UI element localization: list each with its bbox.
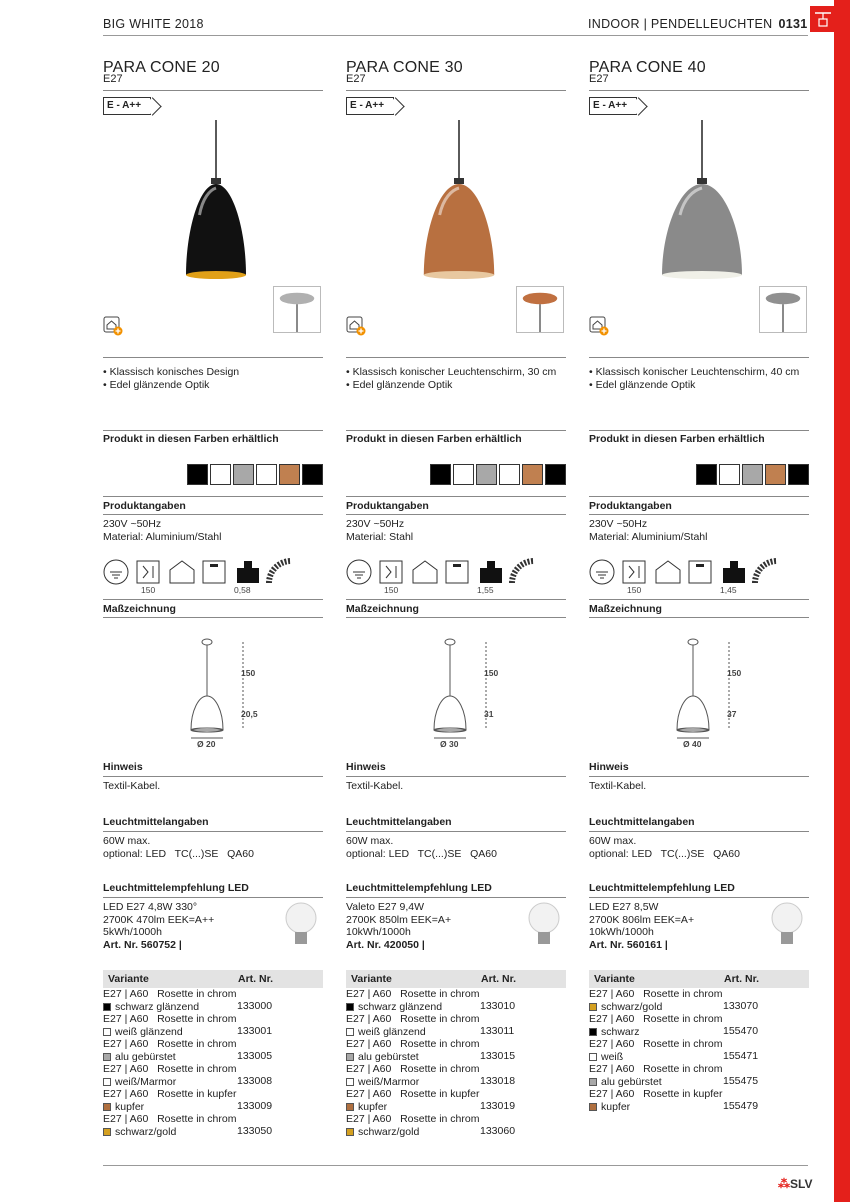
variant-spec: E27 | A60 Rosette in chrom — [103, 1013, 237, 1025]
color-swatch[interactable] — [233, 464, 254, 485]
icon-value-weight: 0,58 — [234, 585, 251, 595]
finish-swatch — [589, 1053, 597, 1061]
led-heading: Leuchtmittelempfehlung LED — [103, 882, 249, 894]
section-divider — [103, 776, 323, 777]
variant-finish-label: weiß — [601, 1050, 624, 1063]
section-divider — [589, 599, 809, 600]
finish-swatch — [346, 1028, 354, 1036]
product-column — [589, 0, 809, 1202]
section-divider — [346, 599, 566, 600]
section-divider — [103, 599, 323, 600]
led-line: 10kWh/1000h — [589, 926, 654, 938]
finish-swatch — [103, 1103, 111, 1111]
variant-row[interactable] — [346, 1063, 566, 1088]
bulb-icon — [767, 900, 807, 950]
variant-row[interactable] — [103, 988, 323, 1013]
led-line: 2700K 470lm EEK=A++ — [103, 913, 215, 926]
variant-row[interactable] — [103, 1088, 323, 1113]
spec-heading: Produktangaben — [346, 500, 429, 512]
variant-row[interactable] — [346, 1088, 566, 1113]
variant-finish-label: weiß/Marmor — [115, 1075, 177, 1088]
article-number: 155470 — [723, 1025, 759, 1037]
variant-table-header — [346, 970, 566, 988]
variant-spec: E27 | A60 Rosette in chrom — [103, 1113, 237, 1125]
led-text — [103, 901, 214, 951]
variant-finish-label: schwarz — [601, 1025, 640, 1038]
variant-finish — [103, 1101, 323, 1114]
variant-table-header — [589, 970, 809, 988]
product-socket: E27 — [103, 73, 123, 85]
variant-finish — [346, 1001, 566, 1014]
energy-label: E - A++ — [103, 97, 151, 115]
page-number: 0131 — [778, 17, 808, 31]
section-divider — [346, 831, 566, 832]
ceiling-mount-icon — [103, 316, 123, 336]
dimension-height: 20,5 — [241, 709, 258, 719]
color-swatch[interactable] — [430, 464, 451, 485]
variant-spec: E27 | A60 Rosette in chrom — [346, 1113, 480, 1125]
variant-table — [589, 970, 809, 1113]
variant-row[interactable] — [346, 1113, 566, 1138]
color-swatch[interactable] — [719, 464, 740, 485]
section-divider — [346, 897, 566, 898]
variant-spec: E27 | A60 Rosette in chrom — [103, 988, 237, 1000]
article-number: 133019 — [480, 1100, 516, 1112]
icon-value-height: 150 — [141, 585, 156, 595]
lamp-line: optional: LED TC(...)SE QA60 — [103, 847, 254, 860]
spec-icons — [103, 558, 303, 586]
ceiling-mount-icon — [589, 316, 609, 336]
variant-finish-label: schwarz/gold — [358, 1125, 420, 1138]
led-line: 2700K 806lm EEK=A+ — [589, 913, 695, 926]
dimension-height: 37 — [727, 709, 737, 719]
variant-header-label: Variante — [351, 973, 392, 985]
variant-finish-label: schwarz/gold — [601, 1000, 663, 1013]
note-heading: Hinweis — [589, 761, 629, 773]
footer-divider — [103, 1165, 808, 1166]
icon-value-weight: 1,55 — [477, 585, 494, 595]
bulb-icon — [281, 900, 321, 950]
feature-item: • Edel glänzende Optik — [589, 379, 696, 391]
spec-line: Material: Stahl — [346, 530, 414, 543]
article-header-label: Art. Nr. — [238, 973, 274, 985]
section-divider — [589, 430, 809, 431]
color-swatch[interactable] — [545, 464, 566, 485]
variant-table — [103, 970, 323, 1138]
led-heading: Leuchtmittelempfehlung LED — [346, 882, 492, 894]
variant-finish — [346, 1051, 566, 1064]
article-header-label: Art. Nr. — [481, 973, 517, 985]
variant-finish-label: alu gebürstet — [358, 1050, 419, 1063]
variant-spec: E27 | A60 Rosette in kupfer — [589, 1088, 723, 1100]
feature-list — [589, 366, 799, 392]
finish-swatch — [103, 1128, 111, 1136]
lamp-text — [589, 835, 740, 860]
variant-spec: E27 | A60 Rosette in chrom — [103, 1063, 237, 1075]
variant-spec: E27 | A60 Rosette in chrom — [589, 1063, 723, 1075]
variant-spec: E27 | A60 Rosette in chrom — [346, 1013, 480, 1025]
product-photo — [414, 120, 504, 280]
variant-finish — [103, 1076, 323, 1089]
variant-finish-label: schwarz/gold — [115, 1125, 177, 1138]
lamp-heading: Leuchtmittelangaben — [589, 816, 695, 828]
section-divider — [103, 357, 323, 358]
dimension-drawing — [189, 636, 269, 750]
spec-text — [346, 518, 413, 543]
brand-name: SLV — [790, 1177, 813, 1191]
section-divider — [589, 514, 809, 515]
finish-swatch — [589, 1003, 597, 1011]
article-number: 133011 — [480, 1025, 515, 1037]
lamp-text — [346, 835, 497, 860]
note-heading: Hinweis — [346, 761, 386, 773]
article-number: 133009 — [237, 1100, 273, 1112]
dimension-sketch — [189, 636, 269, 750]
variant-finish-label: weiß glänzend — [358, 1025, 426, 1038]
note-text: Textil-Kabel. — [346, 780, 404, 792]
rosette-thumbnail — [273, 286, 321, 333]
icon-value-height: 150 — [627, 585, 642, 595]
dimension-heading: Maßzeichnung — [103, 603, 176, 615]
variant-row[interactable] — [589, 1063, 809, 1088]
dimension-cable-length: 150 — [241, 668, 256, 678]
variant-row[interactable] — [589, 988, 809, 1013]
variant-spec: E27 | A60 Rosette in chrom — [589, 988, 723, 1000]
lamp-heading: Leuchtmittelangaben — [103, 816, 209, 828]
dimension-height: 31 — [484, 709, 494, 719]
color-swatch[interactable] — [522, 464, 543, 485]
color-swatch[interactable] — [279, 464, 300, 485]
article-header-label: Art. Nr. — [724, 973, 760, 985]
spec-text — [103, 518, 221, 543]
section-divider — [103, 897, 323, 898]
color-swatch[interactable] — [256, 464, 277, 485]
variant-row[interactable] — [103, 1113, 323, 1138]
dimension-drawing — [432, 636, 512, 750]
finish-swatch — [346, 1078, 354, 1086]
variant-finish-label: schwarz glänzend — [115, 1000, 200, 1013]
led-line: LED E27 8,5W — [589, 901, 659, 913]
color-swatch[interactable] — [696, 464, 717, 485]
feature-item: • Klassisch konischer Leuchtenschirm, 40 cm — [589, 366, 800, 378]
colors-heading: Produkt in diesen Farben erhältlich — [103, 433, 279, 445]
spec-icons — [346, 558, 546, 586]
variant-table — [346, 970, 566, 1138]
variant-spec: E27 | A60 Rosette in chrom — [346, 1038, 480, 1050]
colors-heading: Produkt in diesen Farben erhältlich — [589, 433, 765, 445]
product-title: PARA CONE 40 — [589, 59, 706, 76]
variant-spec: E27 | A60 Rosette in kupfer — [103, 1088, 237, 1100]
brand-logo: ⁂SLV — [778, 1177, 813, 1191]
variant-header-label: Variante — [108, 973, 149, 985]
variant-finish-label: kupfer — [115, 1100, 145, 1113]
section-divider — [589, 831, 809, 832]
led-text — [589, 901, 694, 951]
color-swatch[interactable] — [765, 464, 786, 485]
variant-finish — [103, 1001, 323, 1014]
spec-icons — [589, 558, 789, 586]
bulb-icon — [524, 900, 564, 950]
led-article: Art. Nr. 560752 | — [103, 938, 182, 951]
variant-spec: E27 | A60 Rosette in chrom — [103, 1038, 237, 1050]
lamp-line: optional: LED TC(...)SE QA60 — [589, 847, 740, 860]
ceiling-mount-icon — [346, 316, 366, 336]
rosette-thumbnail — [516, 286, 564, 333]
article-number: 133060 — [480, 1125, 516, 1137]
color-swatch[interactable] — [210, 464, 231, 485]
section-divider — [103, 496, 323, 497]
variant-finish — [103, 1126, 323, 1139]
product-column — [103, 0, 323, 1202]
lamp-line: optional: LED TC(...)SE QA60 — [346, 847, 497, 860]
article-number: 133005 — [237, 1050, 273, 1062]
feature-item: • Klassisch konisches Design — [103, 366, 240, 378]
finish-swatch — [103, 1028, 111, 1036]
variant-spec: E27 | A60 Rosette in chrom — [589, 1038, 723, 1050]
variant-finish — [589, 1026, 809, 1039]
section-divider — [103, 617, 323, 618]
note-text: Textil-Kabel. — [589, 780, 647, 792]
article-number: 133010 — [480, 1000, 516, 1012]
dimension-heading: Maßzeichnung — [589, 603, 662, 615]
lamp-line: 60W max. — [589, 835, 637, 847]
section-divider — [589, 897, 809, 898]
variant-header-label: Variante — [594, 973, 635, 985]
variant-finish — [589, 1051, 809, 1064]
section-name: INDOOR | PENDELLEUCHTEN — [588, 17, 773, 31]
section-divider — [346, 776, 566, 777]
feature-item: • Edel glänzende Optik — [346, 379, 453, 391]
lamp-heading: Leuchtmittelangaben — [346, 816, 452, 828]
variant-finish — [346, 1101, 566, 1114]
article-number: 133008 — [237, 1075, 273, 1087]
section-divider — [346, 430, 566, 431]
section-divider — [103, 514, 323, 515]
section-divider — [589, 496, 809, 497]
title-underline — [589, 90, 809, 91]
note-heading: Hinweis — [103, 761, 143, 773]
color-swatch[interactable] — [453, 464, 474, 485]
led-line: LED E27 4,8W 330° — [103, 901, 198, 913]
icon-value-weight: 1,45 — [720, 585, 737, 595]
color-swatch[interactable] — [302, 464, 323, 485]
section-divider — [589, 617, 809, 618]
dimension-sketch — [432, 636, 512, 750]
variant-finish-label: weiß glänzend — [115, 1025, 183, 1038]
lamp-text — [103, 835, 254, 860]
section-divider — [346, 496, 566, 497]
dimension-cable-length: 150 — [727, 668, 742, 678]
section-divider — [589, 357, 809, 358]
spec-heading: Produktangaben — [103, 500, 186, 512]
product-photo — [657, 120, 747, 280]
red-edge-bar — [834, 0, 850, 1202]
dimension-diameter: Ø 20 — [197, 739, 216, 749]
finish-swatch — [589, 1078, 597, 1086]
section-divider — [589, 776, 809, 777]
variant-finish — [103, 1051, 323, 1064]
colors-heading: Produkt in diesen Farben erhältlich — [346, 433, 522, 445]
variant-row[interactable] — [589, 1038, 809, 1063]
variant-finish — [589, 1076, 809, 1089]
variant-row[interactable] — [589, 1088, 809, 1113]
feature-item: • Klassisch konischer Leuchtenschirm, 30 cm — [346, 366, 557, 378]
article-number: 133050 — [237, 1125, 273, 1137]
finish-swatch — [346, 1053, 354, 1061]
spec-text — [589, 518, 707, 543]
color-swatch[interactable] — [742, 464, 763, 485]
feature-item: • Edel glänzende Optik — [103, 379, 210, 391]
color-swatch[interactable] — [499, 464, 520, 485]
variant-row[interactable] — [346, 988, 566, 1013]
variant-finish-label: kupfer — [358, 1100, 388, 1113]
led-line: 10kWh/1000h — [346, 926, 411, 938]
dimension-diameter: Ø 30 — [440, 739, 459, 749]
article-number: 155475 — [723, 1075, 759, 1087]
variant-finish — [103, 1026, 323, 1039]
article-number: 133000 — [237, 1000, 273, 1012]
led-article: Art. Nr. 420050 | — [346, 938, 425, 951]
section-divider — [103, 831, 323, 832]
note-text: Textil-Kabel. — [103, 780, 161, 792]
led-line: 5kWh/1000h — [103, 926, 162, 938]
section-divider — [346, 617, 566, 618]
finish-swatch — [346, 1103, 354, 1111]
dimension-sketch — [675, 636, 755, 750]
feature-list — [103, 366, 239, 392]
finish-swatch — [103, 1078, 111, 1086]
product-title: PARA CONE 20 — [103, 59, 220, 76]
led-line: 2700K 850lm EEK=A+ — [346, 913, 452, 926]
product-photo — [171, 120, 261, 280]
spec-line: Material: Aluminium/Stahl — [589, 530, 708, 543]
variant-finish-label: weiß/Marmor — [358, 1075, 420, 1088]
title-underline — [346, 90, 566, 91]
lamp-line: 60W max. — [346, 835, 394, 847]
finish-swatch — [346, 1128, 354, 1136]
section-divider — [346, 514, 566, 515]
article-number: 133070 — [723, 1000, 759, 1012]
product-socket: E27 — [589, 73, 609, 85]
dimension-heading: Maßzeichnung — [346, 603, 419, 615]
led-article: Art. Nr. 560161 | — [589, 938, 668, 951]
product-socket: E27 — [346, 73, 366, 85]
spec-heading: Produktangaben — [589, 500, 672, 512]
pendant-category-icon — [810, 6, 836, 32]
color-swatches — [696, 464, 809, 485]
color-swatches — [430, 464, 566, 485]
energy-label: E - A++ — [589, 97, 637, 115]
spec-line: 230V ~50Hz — [589, 518, 648, 530]
variant-spec: E27 | A60 Rosette in chrom — [589, 1013, 723, 1025]
spec-line: 230V ~50Hz — [346, 518, 405, 530]
color-swatch[interactable] — [187, 464, 208, 485]
section-divider — [346, 357, 566, 358]
article-number: 155471 — [723, 1050, 759, 1062]
product-title: PARA CONE 30 — [346, 59, 463, 76]
variant-row[interactable] — [589, 1013, 809, 1038]
icon-value-height: 150 — [384, 585, 399, 595]
color-swatches — [187, 464, 323, 485]
lamp-line: 60W max. — [103, 835, 151, 847]
variant-table-header — [103, 970, 323, 988]
dimension-drawing — [675, 636, 755, 750]
article-number: 155479 — [723, 1100, 759, 1112]
catalog-title: BIG WHITE 2018 — [103, 17, 204, 31]
variant-row[interactable] — [103, 1063, 323, 1088]
article-number: 133015 — [480, 1050, 516, 1062]
led-heading: Leuchtmittelempfehlung LED — [589, 882, 735, 894]
section-divider — [103, 430, 323, 431]
dimension-diameter: Ø 40 — [683, 739, 702, 749]
variant-spec: E27 | A60 Rosette in kupfer — [346, 1088, 480, 1100]
finish-swatch — [103, 1003, 111, 1011]
variant-row[interactable] — [346, 1038, 566, 1063]
dimension-cable-length: 150 — [484, 668, 499, 678]
title-underline — [103, 90, 323, 91]
finish-swatch — [346, 1003, 354, 1011]
color-swatch[interactable] — [476, 464, 497, 485]
energy-label: E - A++ — [346, 97, 394, 115]
finish-swatch — [589, 1103, 597, 1111]
variant-finish-label: alu gebürstet — [601, 1075, 662, 1088]
variant-finish — [589, 1101, 809, 1114]
feature-list — [346, 366, 556, 392]
variant-finish — [346, 1026, 566, 1039]
article-number: 133018 — [480, 1075, 516, 1087]
variant-finish-label: kupfer — [601, 1100, 631, 1113]
article-number: 133001 — [237, 1025, 273, 1037]
variant-finish-label: alu gebürstet — [115, 1050, 176, 1063]
variant-row[interactable] — [103, 1013, 323, 1038]
color-swatch[interactable] — [788, 464, 809, 485]
variant-finish — [589, 1001, 809, 1014]
variant-spec: E27 | A60 Rosette in chrom — [346, 988, 480, 1000]
spec-line: Material: Aluminium/Stahl — [103, 530, 222, 543]
rosette-thumbnail — [759, 286, 807, 333]
variant-finish — [346, 1076, 566, 1089]
finish-swatch — [103, 1053, 111, 1061]
variant-row[interactable] — [103, 1038, 323, 1063]
variant-finish — [346, 1126, 566, 1139]
variant-finish-label: schwarz glänzend — [358, 1000, 443, 1013]
led-line: Valeto E27 9,4W — [346, 901, 425, 913]
variant-spec: E27 | A60 Rosette in chrom — [346, 1063, 480, 1075]
spec-line: 230V ~50Hz — [103, 518, 162, 530]
finish-swatch — [589, 1028, 597, 1036]
led-text — [346, 901, 451, 951]
variant-row[interactable] — [346, 1013, 566, 1038]
product-column — [346, 0, 566, 1202]
